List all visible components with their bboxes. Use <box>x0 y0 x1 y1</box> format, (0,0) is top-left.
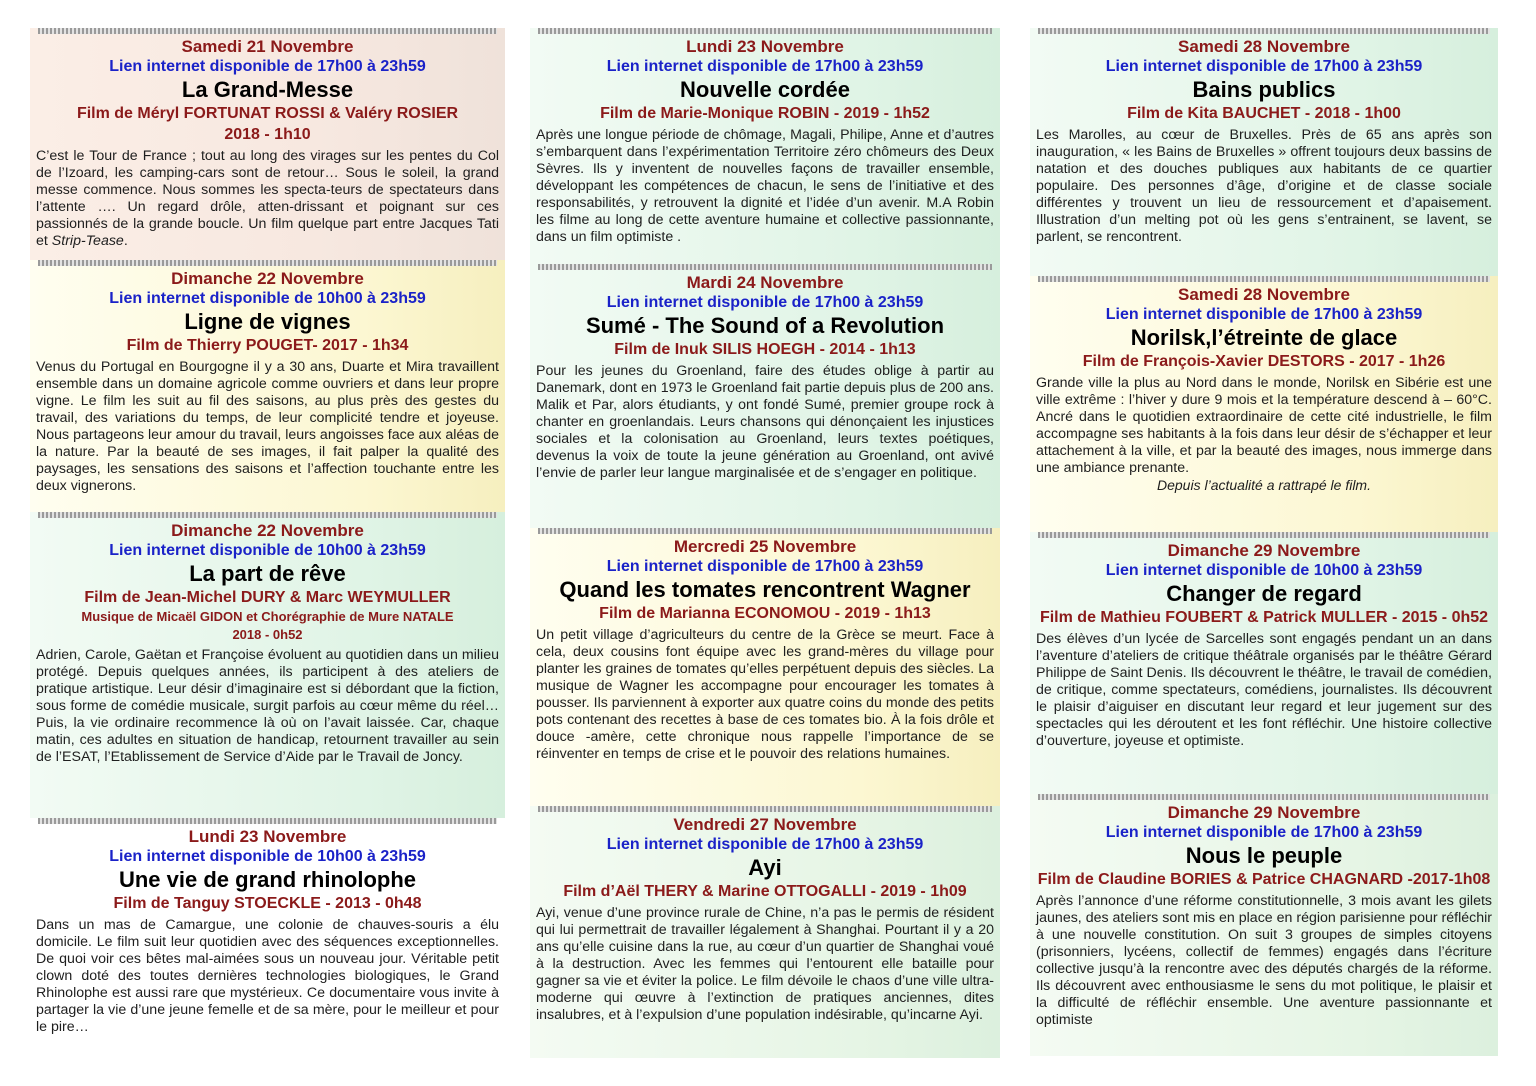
availability-link: Lien internet disponible de 17h00 à 23h59 <box>606 836 924 853</box>
film-entry-tomates-wagner <box>530 528 1000 806</box>
film-credit: Film de Tanguy STOECKLE - 2013 - 0h48 <box>113 895 422 912</box>
availability-link: Lien internet disponible de 10h00 à 23h59 <box>109 542 426 559</box>
screening-date: Lundi 23 Novembre <box>686 37 844 56</box>
description-italic: Strip-Tease <box>51 233 124 249</box>
availability-link: Lien internet disponible de 17h00 à 23h59 <box>606 58 924 75</box>
screening-date: Samedi 28 Novembre <box>1178 285 1350 304</box>
film-description: Ayi, venue d’une province rurale de Chine, n’a pas le permis de résident qui lui permettrait de travailler légalement à Shanghai. Pourtant il y a 20 ans qu’elle cuisine dans la rue, au cœur d’un quartier de Shanghai voué à la destruction. Avec les femmes qui l’entourent elle bataille pour gagner sa vie et éviter la police. Le film dévoile le chaos d’une ville ultra-moderne qui œuvre à l’extinction de pratiques anciennes, dites insalubres, et à l’expulsion d’une population indésirable, qu’incarne Ayi. <box>536 905 994 1023</box>
separator <box>1038 532 1490 538</box>
film-entry-changer-de-regard <box>1030 532 1498 794</box>
film-description: Grande ville la plus au Nord dans le monde, Norilsk en Sibérie est une ville extrême : l’hiver y dure 9 mois et la température descend à – 60°C. Ancré dans le quotidien extraordinaire de cette cité industrielle, le film accompagne ses habitants à la fois dans leur désir de s’échapper et leur attachement à la ville, et par la beauté des images, nous immerge dans une ambiance prenante. <box>1036 375 1492 476</box>
film-title: Ayi <box>748 855 782 880</box>
film-description: Un petit village d’agriculteurs du centre de la Grèce se meurt. Face à cela, deux cousins font équipe avec les grand-mères du village pour planter les graines de tomates qu’elles perpétuent depuis des siècles. La musique de Wagner les accompagne pour encourager les tomates à pousser. Ils parviennent à exporter aux quatre coins du monde des petits pots contenant des recettes à base de ces tomates bio. À la fois drôle et douce -amère, cette chronique nous rappelle l’importance de se réinventer en temps de crise et le pouvoir des relations humaines. <box>536 627 994 762</box>
column-middle <box>530 28 1000 1058</box>
film-credit: Film de Claudine BORIES & Patrice CHAGNARD -2017-1h08 <box>1037 871 1491 888</box>
film-note: Depuis l’actualité a rattrapé le film. <box>1157 477 1371 493</box>
screening-date: Lundi 23 Novembre <box>188 827 347 846</box>
separator <box>38 28 497 34</box>
film-credit: Film de Jean-Michel DURY & Marc WEYMULLER <box>84 589 451 606</box>
film-title: Norilsk,l’étreinte de glace <box>1130 325 1398 350</box>
film-credit: Film de Inuk SILIS HOEGH - 2014 - 1h13 <box>614 341 916 358</box>
film-credit: Film de Méryl FORTUNAT ROSSI & Valéry ROSIER <box>76 105 459 122</box>
film-entry-ligne-de-vignes <box>30 260 505 512</box>
availability-link: Lien internet disponible de 17h00 à 23h59 <box>606 558 924 575</box>
availability-link: Lien internet disponible de 10h00 à 23h59 <box>109 848 426 865</box>
film-credit: Film de Thierry POUGET- 2017 - 1h34 <box>126 337 409 354</box>
screening-date: Dimanche 29 Novembre <box>1167 541 1361 560</box>
film-credit: Film de Kita BAUCHET - 2018 - 1h00 <box>1127 105 1401 122</box>
separator <box>538 264 992 270</box>
separator <box>38 818 497 824</box>
film-description: Pour les jeunes du Groenland, faire des études oblige à partir au Danemark, dont en 1973 le Groenland fait partie depuis plus de 200 ans. Malik et Par, alors étudiants, y ont fondé Sumé, premier groupe rock à chanter en groenlandais. Leurs chansons qui dénonçaient les injustices sociales et la colonisation au Groenland, leurs textes poétiques, devenus la voix de toute la jeune génération au Groenland, ont avivé l’envie de parler leur langue marginalisée et de s’engager en politique. <box>536 363 994 481</box>
screening-date: Dimanche 22 Novembre <box>171 521 364 540</box>
film-credit: Film de Marianna ECONOMOU - 2019 - 1h13 <box>599 605 931 622</box>
film-entry-sume <box>530 264 1000 528</box>
screening-date: Mercredi 25 Novembre <box>673 537 857 556</box>
availability-link: Lien internet disponible de 17h00 à 23h59 <box>1105 824 1423 841</box>
film-entry-grand-messe <box>30 28 505 260</box>
separator <box>1038 794 1490 800</box>
film-description: Dans un mas de Camargue, une colonie de chauves-souris a élu domicile. Le film suit leur quotidien avec des séquences exceptionnelles. De quoi voir ces bêtes mal-aimées sous un nouveau jour. Véritable petit clown doté des toutes dernières technologies biologiques, le Grand Rhinolophe est aussi rare que mystérieux. Ce documentaire vous invite à partager la vie d’une jeune femelle et de sa mère, pour le meilleur et pour le pire… <box>36 917 499 1035</box>
film-entry-nous-le-peuple <box>1030 794 1498 1056</box>
separator <box>1038 276 1490 282</box>
film-description: Adrien, Carole, Gaëtan et Françoise évoluent au quotidien dans un milieu protégé. Depuis quelques années, ils participent à des ateliers de pratique artistique. Leur désir d’imaginaire est si débordant que la fiction, sous forme de comédie musicale, surgit parfois au cœur même du réel… Puis, la vie ordinaire recommence là où on l’avait laissée. Car, chaque matin, ces adultes en situation de handicap, retournent travailler au sein de l’ESAT, l’Etablissement de Service d’Aide par le Travail de Joncy. <box>36 647 499 765</box>
film-year-duration: 2018 - 1h10 <box>224 126 311 143</box>
screening-date: Dimanche 22 Novembre <box>171 269 364 288</box>
film-title: Une vie de grand rhinolophe <box>118 867 417 892</box>
film-description <box>36 148 499 250</box>
availability-link: Lien internet disponible de 10h00 à 23h59 <box>1105 562 1423 579</box>
film-title: Bains publics <box>1192 77 1336 102</box>
film-description: Après l’annonce d’une réforme constitutionnelle, 3 mois avant les gilets jaunes, des ateliers sont mis en place en région parisienne pour réfléchir à une nouvelle constitution. On suit 3 groupes de simples citoyens (prisonniers, lycéens, collectif de femmes) engagés dans l’écriture collective jusqu’à la rencontre avec des députés chargés de la réforme. Ils découvrent avec enthousiasme le sens du mot politique, le plaisir et la difficulté de réfléchir ensemble. Une aventure passionnante et optimiste <box>1036 893 1492 1028</box>
film-year-duration: 2018 - 0h52 <box>232 627 303 642</box>
screening-date: Mardi 24 Novembre <box>686 273 844 292</box>
film-description: Les Marolles, au cœur de Bruxelles. Près de 65 ans après son inauguration, « les Bains de Bruxelles » offrent toujours deux bassins de natation et des douches publiques aux habitants de ce quartier populaire. Des personnes d’âge, d’origine et de classe sociale différentes y trouvent un lieu de ressourcement et d’apaisement. Illustration d’un melting pot où les gens s’entrainent, se lavent, se parlent, se rencontrent. <box>1036 127 1492 245</box>
availability-link: Lien internet disponible de 17h00 à 23h59 <box>1105 306 1423 323</box>
separator <box>538 806 992 812</box>
film-credit: Film de Mathieu FOUBERT & Patrick MULLER - 2015 - 0h52 <box>1039 609 1489 626</box>
film-entry-nouvelle-cordee <box>530 28 1000 264</box>
film-title: Nouvelle cordée <box>680 77 850 102</box>
separator <box>38 260 497 266</box>
separator <box>538 528 992 534</box>
description-text: C’est le Tour de France ; tout au long des virages sur les pentes du Col de l’Izoard, les camping-cars sont de retour… Sous le soleil, la grand messe commence. Nous sommes les specta-teurs de spectateurs dans l’attente …. Un regard drôle, atten-drissant et poignant sur ces passionnés de la grande boucle. Un film quelque part entre Jacques Tati et <box>36 148 499 249</box>
description-end: . <box>123 233 128 249</box>
separator <box>1038 28 1490 34</box>
film-description: Venus du Portugal en Bourgogne il y a 30 ans, Duarte et Mira travaillent ensemble dans un domaine agricole comme ouvriers et dans leur propre vigne. Le film les suit au fil des saisons, au plus près des gestes du travail, des variations du temps, de leur complicité tendre et joyeuse. Nous partageons leur amour du travail, leurs angoisses face aux aléas de la nature. Par la beauté de ses images, il fait palper la qualité des paysages, les sensations des saisons et l’affection touchante entre les deux vignerons. <box>36 359 499 494</box>
film-description: Des élèves d’un lycée de Sarcelles sont engagés pendant un an dans l’aventure d’ateliers de critique théâtrale organisés par le théâtre Gérard Philippe de Saint Denis. Ils découvrent le théâtre, le travail de comédien, de critique, comme spectateurs, comédiens, journalistes. Ils découvrent le plaisir d’aiguiser en discutant leur regard et leur jugement sur des spectacles qui les déroutent et les font réfléchir. Une histoire collective d’ouverture, joyeuse et optimiste. <box>1036 631 1492 749</box>
separator <box>38 512 497 518</box>
film-title: La Grand-Messe <box>181 77 354 102</box>
film-entry-bains-publics <box>1030 28 1498 276</box>
film-title: La part de rêve <box>189 561 346 586</box>
screening-date: Samedi 28 Novembre <box>1178 37 1350 56</box>
separator <box>538 28 992 34</box>
availability-link: Lien internet disponible de 10h00 à 23h59 <box>109 290 426 307</box>
column-right <box>1030 28 1498 1056</box>
film-title: Ligne de vignes <box>184 309 351 334</box>
film-credit: Film de François-Xavier DESTORS - 2017 - 1h26 <box>1082 353 1446 370</box>
film-credit: Film d’Aël THERY & Marine OTTOGALLI - 2019 - 1h09 <box>563 883 967 900</box>
film-title: Changer de regard <box>1166 581 1362 606</box>
screening-date: Samedi 21 Novembre <box>181 37 354 56</box>
film-music-credit: Musique de Micaël GIDON et Chorégraphie de Mure NATALE <box>81 609 454 624</box>
availability-link: Lien internet disponible de 17h00 à 23h59 <box>109 58 426 75</box>
film-credit: Film de Marie-Monique ROBIN - 2019 - 1h52 <box>600 105 930 122</box>
film-title: Quand les tomates rencontrent Wagner <box>559 577 971 602</box>
screening-date: Dimanche 29 Novembre <box>1167 803 1361 822</box>
availability-link: Lien internet disponible de 17h00 à 23h59 <box>606 294 924 311</box>
film-title: Nous le peuple <box>1185 843 1343 868</box>
film-entry-norilsk <box>1030 276 1498 532</box>
film-entry-ayi <box>530 806 1000 1058</box>
column-left <box>30 28 505 1068</box>
film-entry-rhinolophe <box>30 818 505 1068</box>
availability-link: Lien internet disponible de 17h00 à 23h59 <box>1105 58 1423 75</box>
film-title: Sumé - The Sound of a Revolution <box>585 313 945 338</box>
film-entry-part-de-reve <box>30 512 505 818</box>
film-description: Après une longue période de chômage, Magali, Philipe, Anne et d’autres s’embarquent dans l’expérimentation Territoire zéro chômeurs des Deux Sèvres. Ils y inventent de nouvelles façons de travailler ensemble, développant les compétences de chacun, le sens de l’initiative et des responsabilités, y retrouvent la dignité et l’idée d’un avenir. M.A Robin les filme au long de cette aventure humaine et collective passionnante, dans un film optimiste . <box>536 127 994 245</box>
screening-date: Vendredi 27 Novembre <box>673 815 857 834</box>
